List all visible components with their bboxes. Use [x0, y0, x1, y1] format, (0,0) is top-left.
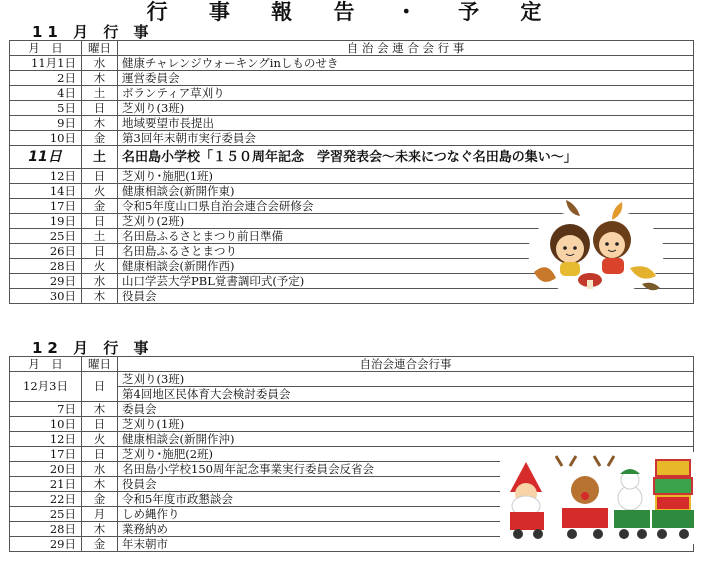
weekday-cell: 土: [82, 229, 118, 244]
event-cell: 委員会: [118, 402, 694, 417]
event-cell: 役員会: [118, 289, 694, 304]
weekday-cell: 水: [82, 56, 118, 71]
date-cell: 12月3日: [10, 372, 82, 402]
date-cell: 22日: [10, 492, 82, 507]
date-cell: 25日: [10, 507, 82, 522]
december-heading: 12 月 行 事: [32, 339, 154, 357]
weekday-cell: 土: [82, 146, 118, 169]
date-header: 月 日: [10, 357, 82, 372]
weekday-cell: 木: [82, 289, 118, 304]
table-row: [10, 432, 694, 447]
table-row: [10, 56, 694, 71]
weekday-cell: 金: [82, 492, 118, 507]
date-header: 月 日: [10, 41, 82, 56]
weekday-cell: 水: [82, 274, 118, 289]
leaf-icon: [642, 283, 660, 291]
event-cell: 健康相談会(新開作東): [118, 184, 694, 199]
weekday-cell: 木: [82, 477, 118, 492]
table-row: [10, 131, 694, 146]
date-cell: 20日: [10, 462, 82, 477]
weekday-cell: 日: [82, 214, 118, 229]
weekday-cell: 日: [82, 447, 118, 462]
table-header-row: [10, 357, 694, 372]
event-cell: ボランティア草刈り: [118, 86, 694, 101]
weekday-cell: 木: [82, 71, 118, 86]
weekday-cell: 火: [82, 184, 118, 199]
date-cell: 25日: [10, 229, 82, 244]
event-cell: 年末朝市: [118, 537, 694, 552]
weekday-cell: 木: [82, 116, 118, 131]
weekday-cell: 日: [82, 101, 118, 116]
table-row: [10, 146, 694, 169]
date-cell: 29日: [10, 274, 82, 289]
event-header: 自 治 会 連 合 会 行 事: [118, 41, 694, 56]
event-cell: 芝刈り･施肥(2班): [118, 447, 694, 462]
event-cell: 第3回年末朝市実行委員会: [118, 131, 694, 146]
date-cell: 14日: [10, 184, 82, 199]
weekday-cell: 日: [82, 169, 118, 184]
date-cell: 12日: [10, 169, 82, 184]
table-row: [10, 86, 694, 101]
event-cell: 名田島小学校150周年記念事業実行委員会反省会: [118, 462, 694, 477]
event-cell: しめ縄作り: [118, 507, 694, 522]
weekday-cell: 木: [82, 402, 118, 417]
weekday-cell: 火: [82, 259, 118, 274]
weekday-cell: 金: [82, 131, 118, 146]
date-cell: 30日: [10, 289, 82, 304]
table-row: [10, 116, 694, 131]
date-cell: 29日: [10, 537, 82, 552]
table-row: [10, 101, 694, 116]
event-cell: 健康相談会(新開作沖): [118, 432, 694, 447]
weekday-cell: 水: [82, 462, 118, 477]
event-cell: 地域要望市長提出: [118, 116, 694, 131]
date-cell: 17日: [10, 447, 82, 462]
event-cell: 芝刈り(1班): [118, 417, 694, 432]
table-row: [10, 417, 694, 432]
weekday-cell: 日: [82, 417, 118, 432]
event-cell: 名田島小学校「１５０周年記念 学習発表会～未来につなぐ名田島の集い～」: [118, 146, 694, 169]
autumn-children-illustration: [526, 192, 666, 302]
christmas-train-illustration: [500, 452, 700, 544]
weekday-cell: 木: [82, 522, 118, 537]
date-cell: 2日: [10, 71, 82, 86]
weekday-cell: 土: [82, 86, 118, 101]
weekday-cell: 月: [82, 507, 118, 522]
date-cell: 10日: [10, 131, 82, 146]
date-cell: 4日: [10, 86, 82, 101]
event-cell: 健康チャレンジウォーキングinしものせき: [118, 56, 694, 71]
event-header: 自治会連合会行事: [118, 357, 694, 372]
date-cell: 11月1日: [10, 56, 82, 71]
weekday-cell: 日: [82, 244, 118, 259]
event-cell: 芝刈り(3班): [118, 372, 694, 387]
page-title: 行 事 報 告 ・ 予 定: [146, 0, 559, 24]
weekday-cell: 金: [82, 537, 118, 552]
date-cell: 11日: [10, 146, 82, 169]
date-cell: 7日: [10, 402, 82, 417]
date-cell: 21日: [10, 477, 82, 492]
event-cell: 名田島ふるさとまつり前日準備: [118, 229, 694, 244]
date-cell: 5日: [10, 101, 82, 116]
event-cell: 健康相談会(新開作西): [118, 259, 694, 274]
date-cell: 19日: [10, 214, 82, 229]
table-row: [10, 402, 694, 417]
weekday-header: 曜日: [82, 357, 118, 372]
event-cell: 芝刈り･施肥(1班): [118, 169, 694, 184]
november-heading: 11 月 行 事: [32, 23, 154, 41]
table-header-row: [10, 41, 694, 56]
table-row: [10, 169, 694, 184]
event-cell: 芝刈り(3班): [118, 101, 694, 116]
event-cell: 山口学芸大学PBL覚書調印式(予定): [118, 274, 694, 289]
event-cell: 運営委員会: [118, 71, 694, 86]
date-cell: 10日: [10, 417, 82, 432]
table-row: [10, 71, 694, 86]
table-row: [10, 372, 694, 387]
event-cell: 令和5年度山口県自治会連合会研修会: [118, 199, 694, 214]
date-cell: 12日: [10, 432, 82, 447]
date-cell: 9日: [10, 116, 82, 131]
date-cell: 17日: [10, 199, 82, 214]
weekday-cell: 日: [82, 372, 118, 402]
event-cell: 役員会: [118, 477, 694, 492]
weekday-cell: 金: [82, 199, 118, 214]
date-cell: 28日: [10, 259, 82, 274]
event-cell: 第4回地区民体育大会検討委員会: [118, 387, 694, 402]
weekday-cell: 火: [82, 432, 118, 447]
event-cell: 名田島ふるさとまつり: [118, 244, 694, 259]
date-cell: 28日: [10, 522, 82, 537]
weekday-header: 曜日: [82, 41, 118, 56]
date-cell: 26日: [10, 244, 82, 259]
event-cell: 業務納め: [118, 522, 694, 537]
event-cell: 芝刈り(2班): [118, 214, 694, 229]
event-cell: 令和5年度市政懇談会: [118, 492, 694, 507]
